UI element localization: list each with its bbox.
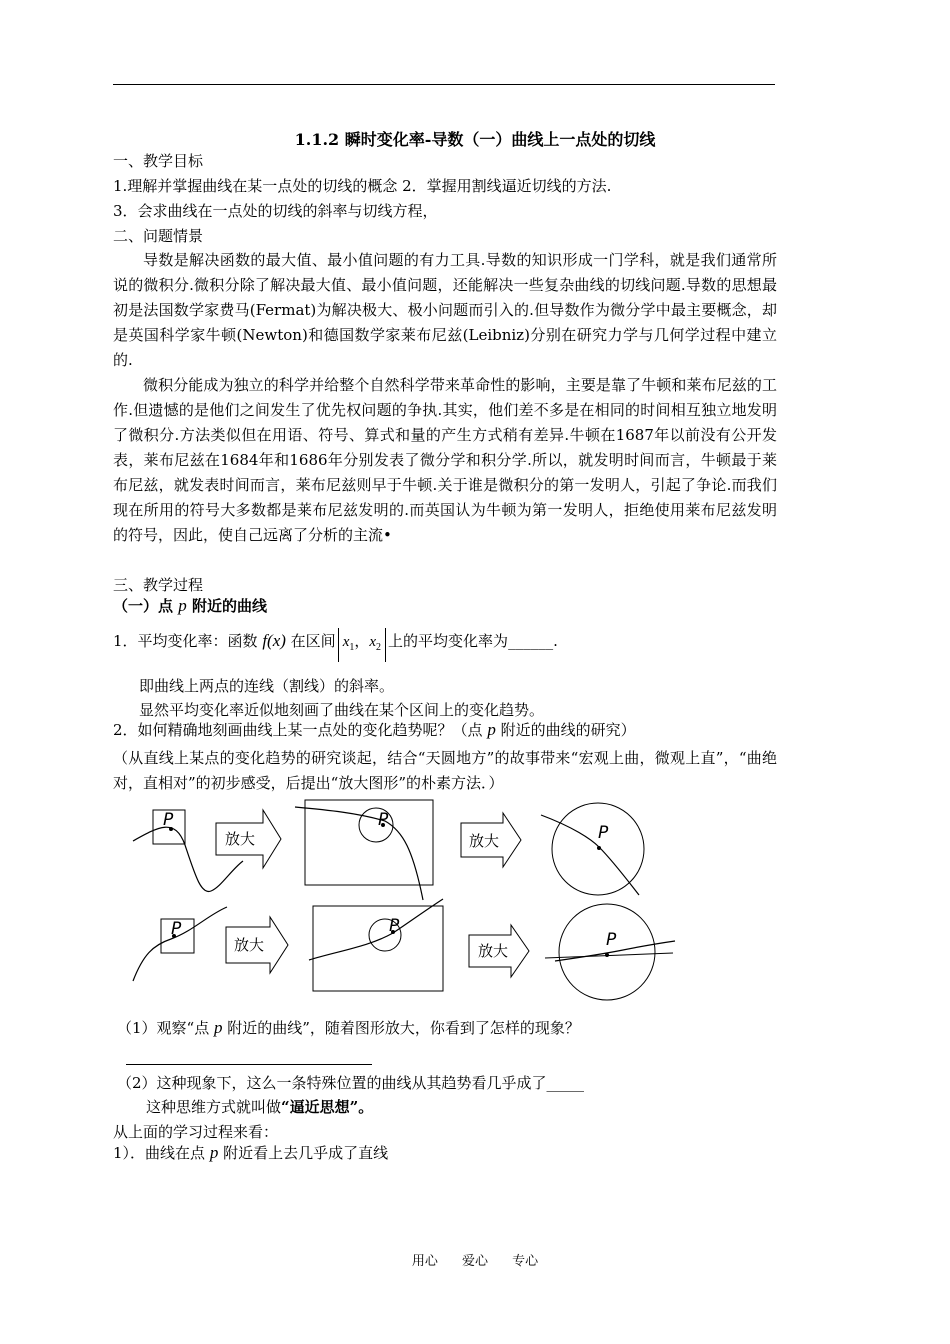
question-1-text-b: 在区间 (285, 632, 336, 650)
point-label-6: P (606, 930, 617, 950)
page-title: 1.1.2 瞬时变化率-导数（一）曲线上一点处的切线 (294, 130, 656, 149)
answer-line-1 (126, 1064, 372, 1065)
interval-comma: ， (354, 634, 370, 650)
question-1-text-c: 上的平均变化率为 (388, 632, 509, 650)
zoom-label-4: 放大 (478, 942, 509, 960)
section-heading-goals: 一、教学目标 (113, 152, 204, 170)
interval-x1-sub: 1 (349, 642, 355, 653)
conclusion-1-text-b: 附近看上去几乎成了直线 (218, 1144, 389, 1162)
observation-2 (117, 1073, 584, 1093)
intro-paragraph-2: 微积分能成为独立的科学并给整个自然科学带来革命性的影响，主要是靠了牛顿和莱布尼兹的工作.但遗憾的是他们之间发生了优先权问题的争执.其实，他们差不多是在相同的时间相互独立地发明了微积分.方法类似但在用语、符号、算式和量的产生方式稍有差异.牛顿在1687年以前没有公开发表，莱布尼兹在1684年和1686年分别发表了微分学和积分学.所以，就发明时间而言，牛顿最于莱布尼兹，就发表时间而言，莱布尼兹则早于牛顿.关于谁是微积分的第一发明人，引起了争论.而我们现在所用的符号大多数都是莱布尼兹发明的.而英国认为牛顿为第一发明人，拒绝使用莱布尼兹发明的符号，因此，使自己远离了分析的主流• (113, 376, 777, 544)
point-p-symbol: p (487, 720, 496, 739)
conclusion-1-text-a: 1）．曲线在点 (113, 1144, 210, 1162)
section-heading-context: 二、问题情景 (113, 227, 204, 245)
interval-x2: x (369, 634, 377, 650)
answer-blank-1: ______ (508, 632, 554, 650)
question-1-end: . (553, 632, 558, 650)
point-p-3 (597, 846, 601, 850)
intro-paragraph-1: 导数是解决函数的最大值、最小值问题的有力工具.导数的知识形成一门学科，就是我们通常所说的微积分.微积分除了解决最大值、最小值问题，还能解决一些复杂曲线的切线问题.导数的思想最初是法国数学家费马(Fermat)为解决极大、极小问题而引入的.但导数作为微分学中最主要概念，却是英国科学家牛顿(Newton)和德国数学家莱布尼兹(Leibniz)分别在研究力学与几何学过程中建立的. (113, 251, 777, 369)
zoom-circle-large-2 (559, 904, 655, 1000)
point-p-symbol: p (209, 1143, 219, 1162)
page-footer: 用心 爱心 专心 (411, 1254, 539, 1269)
question-2-text-a: 2．如何精确地刻画曲线上某一点处的变化趋势呢？（点 (113, 721, 488, 739)
subsection-heading (113, 596, 267, 616)
header-rule (113, 84, 775, 85)
point-label-4: P (171, 919, 182, 939)
point-label-2: P (378, 810, 389, 830)
point-p-symbol: p (178, 596, 187, 615)
approximation-text: 这种思维方式就叫做 (146, 1098, 282, 1116)
approximation-idea (146, 1097, 373, 1117)
zoom-label-1: 放大 (225, 830, 256, 848)
secant-note: 即曲线上两点的连线（割线）的斜率。 (139, 677, 395, 695)
point-p-symbol: p (213, 1018, 223, 1037)
goal-3: 3．会求曲线在一点处的切线的斜率与切线方程， (113, 202, 438, 220)
trend-note: 显然平均变化率近似地刻画了曲线在某个区间上的变化趋势。 (139, 701, 545, 719)
interval-bracket (338, 628, 386, 662)
interval-x1: x (342, 634, 350, 650)
conclusion-1 (113, 1143, 388, 1163)
section-heading-process: 三、教学过程 (113, 576, 204, 594)
curve-large-1 (541, 815, 639, 895)
zoom-label-3: 放大 (234, 936, 265, 954)
subsection-pre: （一）点 (113, 597, 179, 615)
observation-2-text: （2）这种现象下，这么一条特殊位置的曲线从其趋势看几乎成了 (117, 1074, 547, 1092)
goal-1-2: 1.理解并掌握曲线在某一点处的切线的概念 2．掌握用割线逼近切线的方法. (113, 177, 612, 195)
observation-1 (117, 1018, 580, 1038)
subsection-post: 附近的曲线 (186, 597, 267, 615)
point-label-3: P (598, 823, 609, 843)
zoom-figure (113, 795, 693, 1010)
question-2-text-b: 附近的曲线的研究） (495, 721, 636, 739)
observation-1-text-b: 附近的曲线”，随着图形放大，你看到了怎样的现象？ (222, 1019, 580, 1037)
observation-1-text-a: （1）观察“点 (117, 1019, 214, 1037)
point-label-1: P (163, 810, 174, 830)
question-2 (113, 720, 636, 740)
from-above: 从上面的学习过程来看： (113, 1123, 279, 1141)
zoom-frame-1 (305, 800, 433, 885)
function-fx: f(x) (262, 631, 286, 650)
answer-blank-2: _____ (546, 1074, 585, 1092)
curve-medium-2 (309, 899, 443, 960)
interval-x2-sub: 2 (376, 642, 382, 653)
tangent-line (545, 953, 673, 958)
question-1 (113, 628, 558, 662)
point-label-5: P (389, 916, 400, 936)
approximation-term: “逼近思想”。 (281, 1098, 374, 1116)
question-1-text-a: 1．平均变化率：函数 (113, 632, 263, 650)
zoom-method-paragraph: （从直线上某点的变化趋势的研究谈起，结合“天圆地方”的故事带来“宏观上曲，微观上直”，“曲绝对，直相对”的初步感受，后提出“放大图形”的朴素方法．） (113, 749, 777, 792)
zoom-frame-2 (313, 906, 443, 991)
point-p-6 (605, 953, 609, 957)
zoom-label-2: 放大 (469, 832, 500, 850)
